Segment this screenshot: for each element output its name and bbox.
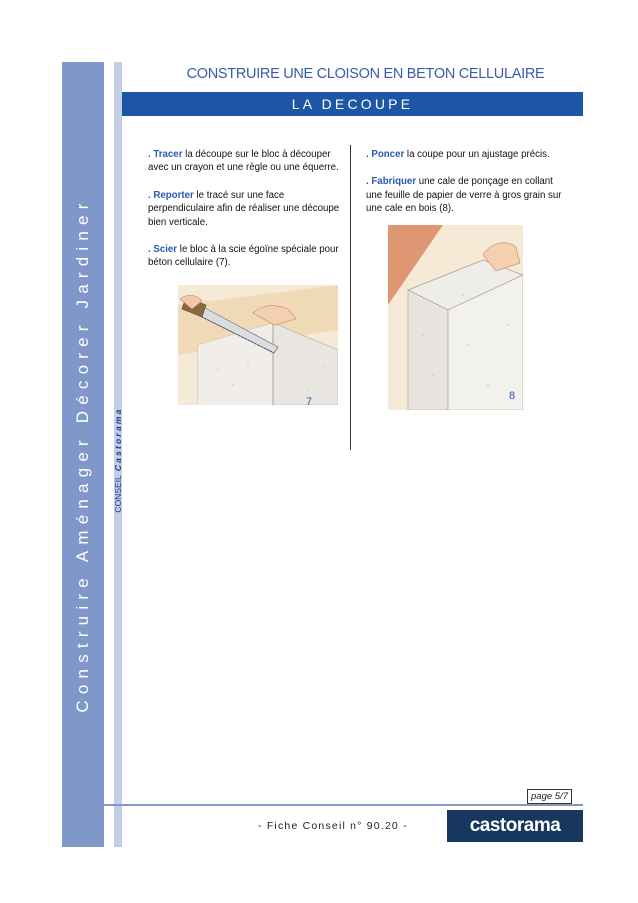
conseil-prefix: CONSEIL	[113, 475, 123, 513]
page-number: page 5/7	[527, 789, 572, 804]
step-text: une cale de ponçage en collant une feuille de papier de verre à gros grain sur une cale en bois (8).	[366, 176, 562, 215]
step-text: la découpe sur le bloc à découper avec un crayon et une règle ou une équerre.	[148, 149, 339, 174]
saw-cutting-illustration	[178, 285, 338, 405]
step-tracer	[148, 148, 343, 175]
logo-text: castorama	[469, 815, 561, 836]
conseil-castorama-label	[113, 407, 123, 512]
section-title: LA DECOUPE	[291, 96, 414, 112]
fiche-conseil-number: - Fiche Conseil n° 90.20 -	[258, 820, 408, 832]
castorama-logo	[447, 810, 583, 842]
step-reporter	[148, 189, 343, 229]
step-fabriquer	[366, 175, 566, 215]
sanding-illustration	[388, 225, 523, 410]
footer-rule	[62, 804, 583, 806]
right-column	[366, 148, 566, 230]
step-keyword: . Fabriquer	[366, 176, 417, 188]
vertical-title: Construire Aménager Décorer Jardiner	[73, 197, 92, 713]
step-keyword: . Tracer	[148, 149, 183, 160]
step-poncer	[366, 148, 566, 161]
step-scier	[148, 243, 343, 270]
document-title: CONSTRUIRE UNE CLOISON EN BETON CELLULAIRE	[186, 66, 545, 82]
left-column	[148, 148, 343, 284]
step-text: le tracé sur une face perpendiculaire afin de réaliser une découpe bien verticale.	[148, 189, 340, 228]
step-keyword: . Reporter	[148, 189, 194, 201]
section-bar	[122, 92, 583, 116]
step-text: le bloc à la scie égoïne spéciale pour béton cellulaire (7).	[148, 244, 339, 269]
figure-7-number: 7	[306, 396, 313, 408]
step-text: la coupe pour un ajustage précis.	[404, 149, 550, 160]
figure-8-number: 8	[509, 390, 516, 402]
conseil-brand: Castorama	[113, 407, 123, 472]
column-divider	[350, 145, 351, 450]
step-keyword: . Poncer	[366, 149, 405, 160]
step-keyword: . Scier	[148, 244, 178, 256]
